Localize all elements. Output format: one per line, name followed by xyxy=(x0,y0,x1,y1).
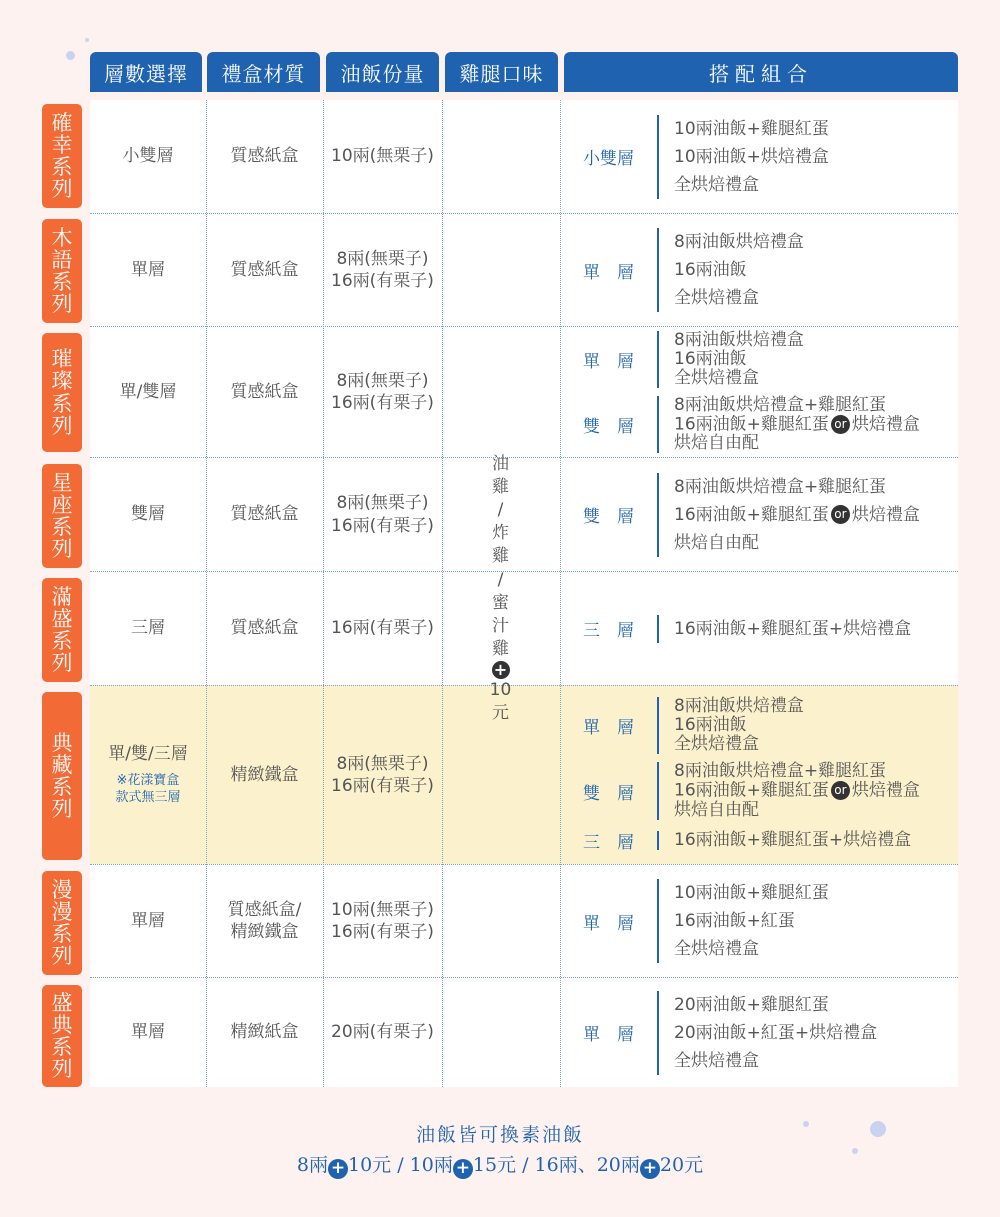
combo-cell xyxy=(560,458,958,571)
combo-group xyxy=(560,396,958,454)
column-divider xyxy=(560,100,561,1087)
combo-layer-label: 單 層 xyxy=(583,262,634,283)
series-row xyxy=(90,326,958,457)
flavor-char: 10 xyxy=(489,679,512,700)
series-row xyxy=(90,213,958,326)
combo-group xyxy=(560,615,958,643)
series-tab[interactable]: 滿盛系列 xyxy=(42,578,82,682)
combo-group xyxy=(560,762,958,820)
column-divider xyxy=(206,100,207,1087)
box-material-cell: 質感紙盒 xyxy=(230,259,299,280)
rice-amount-cell: 8兩(無栗子) 16兩(有栗子) xyxy=(331,493,434,536)
rice-amount-cell: 8兩(無栗子) 16兩(有栗子) xyxy=(331,370,434,413)
combo-items xyxy=(657,396,920,454)
layer-value: 三層 xyxy=(131,618,165,639)
combo-items xyxy=(657,115,829,199)
series-row xyxy=(90,864,958,977)
combo-items xyxy=(657,615,911,643)
combo-item: 全烘焙禮盒 xyxy=(674,367,759,388)
layer-cell xyxy=(90,327,206,457)
combo-layer-label: 單 層 xyxy=(583,913,634,934)
combo-item: 16兩油飯+雞腿紅蛋+烘焙禮盒 xyxy=(674,618,912,639)
combo-cell xyxy=(560,865,958,977)
rice-amount-cell: 10兩(無栗子) 16兩(有栗子) xyxy=(331,899,434,942)
flavor-char: 汁 xyxy=(492,615,509,636)
combo-layer-label: 單 層 xyxy=(583,1025,634,1045)
layer-value: 單層 xyxy=(131,910,165,931)
combo-layer-label: 三 層 xyxy=(583,621,634,641)
box-material-cell: 質感紙盒 xyxy=(230,146,299,167)
series-tab[interactable]: 漫漫系列 xyxy=(42,871,82,975)
footer-upgrade-pricing xyxy=(0,1150,1000,1179)
pricing-from: 16兩、20兩 xyxy=(534,1154,640,1176)
rice-amount-cell: 8兩(無栗子) 16兩(有栗子) xyxy=(331,753,434,796)
layer-value: 單層 xyxy=(131,1022,165,1043)
combo-item: 8兩油飯烘焙禮盒 xyxy=(674,329,804,350)
column-divider xyxy=(323,100,324,1087)
box-material-cell: 精緻紙盒 xyxy=(230,1022,299,1043)
series-tab[interactable]: 典藏系列 xyxy=(42,692,82,860)
layer-value: 小雙層 xyxy=(122,146,174,167)
combo-cell xyxy=(560,100,958,213)
combo-items xyxy=(657,879,829,963)
rice-amount-cell: 20兩(有栗子) xyxy=(331,1022,434,1043)
layer-cell xyxy=(90,100,206,213)
flavor-char: 雞 xyxy=(492,638,509,659)
combo-item: 烘焙自由配 xyxy=(674,433,759,454)
combo-item: 全烘焙禮盒 xyxy=(674,174,759,195)
flavor-char: 雞 xyxy=(492,477,509,498)
combo-cell xyxy=(560,572,958,685)
layer-value: 單層 xyxy=(131,259,165,280)
combo-items xyxy=(657,228,804,312)
pricing-separator: / xyxy=(516,1154,535,1176)
combo-cell xyxy=(560,214,958,326)
pricing-price: 20元 xyxy=(659,1154,704,1176)
combo-group xyxy=(560,115,958,199)
combo-item: 16兩油飯+雞腿紅蛋 or 烘焙禮盒 xyxy=(674,504,920,525)
combo-items xyxy=(657,473,920,557)
combo-item: 8兩油飯烘焙禮盒+雞腿紅蛋 xyxy=(674,394,887,415)
combo-item: 16兩油飯+雞腿紅蛋 or 烘焙禮盒 xyxy=(674,414,920,435)
combo-group xyxy=(560,697,958,754)
combo-item: 8兩油飯烘焙禮盒+雞腿紅蛋 xyxy=(674,476,887,497)
combo-item: 16兩油飯+紅蛋 xyxy=(674,911,795,931)
combo-items xyxy=(657,991,877,1075)
box-material-cell: 質感紙盒 xyxy=(230,618,299,639)
combo-group xyxy=(560,331,958,388)
combo-item: 16兩油飯+雞腿紅蛋+烘焙禮盒 xyxy=(674,829,912,850)
header-rice: 油飯份量 xyxy=(326,52,439,92)
combo-item: 16兩油飯 xyxy=(674,260,747,280)
combo-item: 16兩油飯 xyxy=(674,348,747,369)
flavor-char: 元 xyxy=(492,703,509,724)
combo-item: 10兩油飯+雞腿紅蛋 xyxy=(674,118,829,139)
combo-item: 16兩油飯+雞腿紅蛋 or 烘焙禮盒 xyxy=(674,780,920,801)
layer-cell xyxy=(90,686,206,864)
series-row xyxy=(90,977,958,1087)
header-combo-label: 搭配組合 xyxy=(709,61,813,86)
combo-item: 16兩油飯 xyxy=(674,715,747,736)
box-material-cell: 質感紙盒 xyxy=(230,504,299,525)
series-tab[interactable]: 確幸系列 xyxy=(42,104,82,208)
combo-item: 烘焙自由配 xyxy=(674,532,759,553)
combo-item: 8兩油飯烘焙禮盒 xyxy=(674,696,804,717)
flavor-char: 蜜 xyxy=(492,592,509,613)
series-tab[interactable]: 木語系列 xyxy=(42,219,82,323)
layer-note: ※花漾寶盒 款式無三層 xyxy=(115,772,181,806)
combo-group xyxy=(560,228,958,312)
rice-amount-cell: 16兩(有栗子) xyxy=(331,618,434,639)
layer-cell xyxy=(90,458,206,571)
flavor-char: / xyxy=(497,569,504,590)
box-material-cell: 質感紙盒/ 精緻鐵盒 xyxy=(227,899,302,942)
flavor-char: 油 xyxy=(492,454,509,474)
combo-layer-label: 單 層 xyxy=(583,718,634,739)
or-badge: or xyxy=(831,505,850,524)
layer-cell xyxy=(90,865,206,977)
pricing-price: 15元 xyxy=(472,1154,517,1176)
layer-cell xyxy=(90,214,206,326)
plus-icon: + xyxy=(492,661,510,679)
layer-value: 單/雙層 xyxy=(119,381,177,402)
gift-box-table xyxy=(90,100,958,1087)
combo-item: 10兩油飯+雞腿紅蛋 xyxy=(674,883,829,903)
drumstick-flavor-cell xyxy=(442,453,559,738)
combo-item: 全烘焙禮盒 xyxy=(674,288,759,308)
decor-dot xyxy=(66,51,75,60)
combo-group xyxy=(560,991,958,1075)
series-row xyxy=(90,100,958,213)
combo-item: 烘焙自由配 xyxy=(674,799,759,820)
combo-cell xyxy=(560,327,958,457)
combo-item: 8兩油飯烘焙禮盒+雞腿紅蛋 xyxy=(674,761,887,782)
combo-cell xyxy=(560,978,958,1087)
layer-value: 雙層 xyxy=(131,504,165,525)
pricing-separator: / xyxy=(391,1154,410,1176)
combo-item: 10兩油飯+烘焙禮盒 xyxy=(674,146,829,167)
combo-cell xyxy=(560,686,958,864)
series-tab[interactable]: 璀璨系列 xyxy=(42,333,82,452)
or-badge: or xyxy=(831,781,850,800)
combo-item: 20兩油飯+雞腿紅蛋 xyxy=(674,994,829,1015)
combo-layer-label: 雙 層 xyxy=(583,417,634,437)
combo-group xyxy=(560,879,958,963)
box-material-cell: 質感紙盒 xyxy=(230,381,299,402)
header-combo xyxy=(564,52,958,92)
combo-items xyxy=(657,331,804,388)
rice-amount-cell: 10兩(無栗子) xyxy=(331,146,434,167)
combo-items xyxy=(657,762,920,820)
plus-icon: + xyxy=(328,1159,348,1179)
pricing-price: 10元 xyxy=(348,1154,392,1176)
footer-vegetarian-note: 油飯皆可換素油飯 xyxy=(415,1124,584,1146)
rice-amount-cell: 8兩(無栗子) 16兩(有栗子) xyxy=(331,248,434,291)
combo-items xyxy=(657,697,804,754)
combo-layer-label: 小雙層 xyxy=(583,149,634,169)
combo-group xyxy=(560,828,958,853)
combo-group xyxy=(560,473,958,557)
plus-icon: + xyxy=(640,1159,660,1179)
or-badge: or xyxy=(831,415,850,434)
flavor-char: 雞 xyxy=(492,546,509,567)
header-drumstick: 雞腿口味 xyxy=(445,52,558,92)
pricing-from: 8兩 xyxy=(296,1154,328,1176)
pricing-from: 10兩 xyxy=(409,1154,453,1176)
header-box: 禮盒材質 xyxy=(207,52,320,92)
flavor-char: / xyxy=(497,500,504,521)
combo-item: 20兩油飯+紅蛋+烘焙禮盒 xyxy=(674,1022,878,1043)
combo-item: 全烘焙禮盒 xyxy=(674,734,759,755)
plus-icon: + xyxy=(453,1159,473,1179)
series-tab[interactable]: 盛典系列 xyxy=(42,985,82,1087)
flavor-char: 炸 xyxy=(492,523,509,544)
combo-item: 全烘焙禮盒 xyxy=(674,939,759,959)
layer-cell xyxy=(90,572,206,685)
combo-item: 8兩油飯烘焙禮盒 xyxy=(674,232,804,252)
series-tab[interactable]: 星座系列 xyxy=(42,464,82,568)
layer-value: 單/雙/三層 xyxy=(108,744,188,765)
combo-layer-label: 雙 層 xyxy=(583,507,634,527)
combo-layer-label: 單 層 xyxy=(583,351,634,372)
combo-item: 全烘焙禮盒 xyxy=(674,1050,759,1071)
combo-items xyxy=(657,831,911,850)
combo-layer-label: 三 層 xyxy=(583,832,634,853)
header-layers: 層數選擇 xyxy=(90,52,202,92)
combo-layer-label: 雙 層 xyxy=(583,783,634,804)
layer-cell xyxy=(90,978,206,1087)
decor-dot xyxy=(85,38,89,42)
box-material-cell: 精緻鐵盒 xyxy=(230,764,299,785)
